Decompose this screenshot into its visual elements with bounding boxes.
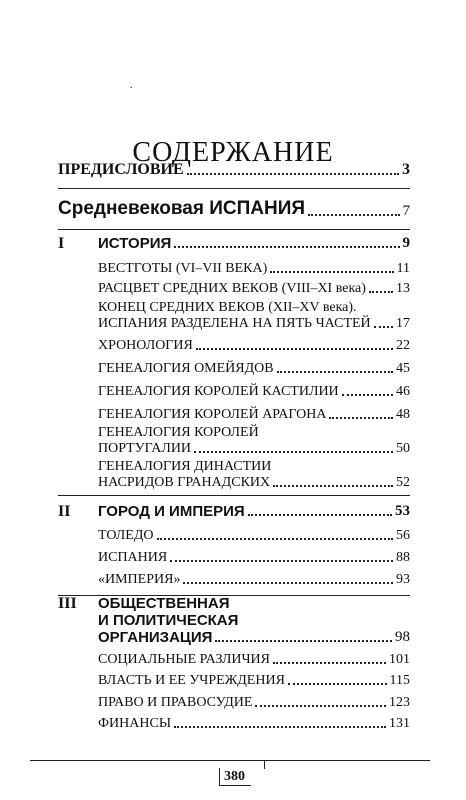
toc-page-number: 93	[396, 572, 410, 587]
toc-page-number: 48	[396, 407, 410, 422]
dot-leader	[194, 451, 393, 453]
toc-section-title-line1: ОБЩЕСТВЕННАЯ	[98, 595, 230, 612]
toc-page-number: 3	[402, 161, 410, 178]
dot-leader	[288, 683, 387, 685]
toc-section-history[interactable]	[98, 235, 410, 252]
toc-item-title: ТОЛЕДО	[98, 528, 154, 543]
dot-leader	[273, 662, 386, 664]
toc-item-title: ГЕНЕАЛОГИЯ КОРОЛЕЙ КАСТИЛИИ	[98, 384, 339, 399]
dot-leader	[329, 417, 393, 419]
toc-item-title: ВЕСТГОТЫ (VI–VII ВЕКА)	[98, 261, 268, 276]
toc-page-number: 45	[396, 361, 410, 376]
dot-leader	[308, 214, 399, 216]
toc-part[interactable]	[58, 198, 410, 220]
toc-page-number: 56	[396, 528, 410, 543]
toc-item-title-line1: ГЕНЕАЛОГИЯ КОРОЛЕЙ	[98, 425, 259, 440]
toc-page-number: 50	[396, 441, 410, 456]
toc-page-number: 101	[389, 652, 410, 667]
toc-item-title-line1: ГЕНЕАЛОГИЯ ДИНАСТИИ	[98, 459, 272, 474]
toc-item-title-line2: ПОРТУГАЛИИ	[98, 441, 192, 456]
toc-item-title: ВЛАСТЬ И ЕЕ УЧРЕЖДЕНИЯ	[98, 673, 285, 688]
toc-item-title: ИСПАНИЯ	[98, 550, 168, 565]
dot-leader	[255, 705, 386, 707]
toc-item-title: СОЦИАЛЬНЫЕ РАЗЛИЧИЯ	[98, 652, 270, 667]
toc-page-number: 11	[396, 261, 410, 276]
section-number: II	[58, 503, 71, 520]
toc-section-title: ИСТОРИЯ	[98, 235, 172, 252]
divider	[58, 188, 410, 189]
divider	[58, 495, 410, 496]
toc-page-number: 7	[402, 203, 410, 219]
footer-rule	[30, 760, 430, 761]
dot-leader	[273, 485, 393, 487]
dot-leader	[248, 514, 392, 516]
toc-page-number: 131	[389, 716, 410, 731]
toc-section-title-line3	[98, 629, 410, 646]
toc-item-line2	[98, 316, 410, 332]
dot-leader	[215, 640, 392, 642]
toc-page-number: 53	[395, 503, 410, 519]
toc-section-city[interactable]	[98, 503, 410, 520]
toc-page-number: 46	[396, 384, 410, 399]
toc-page-number: 115	[389, 673, 410, 688]
toc-section-title-text: ОРГАНИЗАЦИЯ	[98, 629, 213, 646]
toc-page-number: 98	[395, 629, 410, 645]
toc-item[interactable]	[98, 550, 410, 566]
toc-page-number: 22	[396, 338, 410, 353]
toc-item[interactable]	[98, 528, 410, 544]
toc-item-title: ХРОНОЛОГИЯ	[98, 338, 193, 353]
dot-leader	[174, 726, 386, 728]
dot-leader	[170, 560, 393, 562]
toc-page-number: 52	[396, 475, 410, 490]
toc-page-number: 88	[396, 550, 410, 565]
dot-leader	[196, 348, 393, 350]
dot-leader	[342, 394, 393, 396]
toc-page-number: 123	[389, 695, 410, 710]
section-number: I	[58, 235, 65, 252]
toc-item[interactable]	[98, 572, 410, 588]
toc-item[interactable]	[98, 695, 410, 711]
toc-item-title: ФИНАНСЫ	[98, 716, 172, 731]
dot-leader	[174, 246, 399, 248]
toc-item-line2	[98, 441, 410, 457]
toc-item[interactable]	[98, 716, 410, 732]
toc-item-title: РАСЦВЕТ СРЕДНИХ ВЕКОВ (VIII–XI века)	[98, 281, 366, 296]
toc-item[interactable]	[98, 281, 410, 297]
toc-page-number: 17	[396, 316, 410, 331]
toc-item-title-line2: ИСПАНИЯ РАЗДЕЛЕНА НА ПЯТЬ ЧАСТЕЙ	[98, 316, 371, 331]
dot-leader	[374, 326, 393, 328]
toc-page-number: 13	[396, 281, 410, 296]
dot-leader	[277, 371, 393, 373]
toc-item[interactable]	[98, 338, 410, 354]
toc-item-title-line2: НАСРИДОВ ГРАНАДСКИХ	[98, 475, 271, 490]
toc-item[interactable]	[98, 407, 410, 423]
toc-item-title: ГЕНЕАЛОГИЯ ОМЕЙЯДОВ	[98, 361, 274, 376]
toc-item[interactable]	[98, 300, 410, 332]
toc-page-number: 9	[402, 235, 410, 251]
toc-preface[interactable]	[58, 161, 410, 179]
toc-section-title: ГОРОД И ИМПЕРИЯ	[98, 503, 245, 520]
toc-part-title: Средневековая ИСПАНИЯ	[58, 198, 306, 219]
toc-section-society[interactable]	[98, 595, 410, 646]
toc-item[interactable]	[98, 261, 410, 277]
toc-item-title: ГЕНЕАЛОГИЯ КОРОЛЕЙ АРАГОНА	[98, 407, 327, 422]
toc-item-title: «ИМПЕРИЯ»	[98, 572, 181, 587]
dot-leader	[157, 538, 394, 540]
toc-item[interactable]	[98, 459, 410, 491]
toc-item-title-line1: КОНЕЦ СРЕДНИХ ВЕКОВ (XII–XV века).	[98, 300, 357, 315]
toc-item-title: ПРАВО И ПРАВОСУДИЕ	[98, 695, 253, 710]
dot-leader	[183, 582, 393, 584]
divider	[58, 229, 410, 230]
folio-tick	[264, 761, 265, 769]
dot-leader	[270, 271, 393, 273]
toc-item[interactable]	[98, 425, 410, 457]
toc-item[interactable]	[98, 384, 410, 400]
toc-item[interactable]	[98, 673, 410, 689]
page-number: 380	[219, 768, 251, 786]
toc-item-line2	[98, 475, 410, 491]
toc-section-title-line2: И ПОЛИТИЧЕСКАЯ	[98, 612, 239, 629]
dot-leader	[187, 173, 399, 175]
toc-item[interactable]	[98, 652, 410, 668]
toc-item[interactable]	[98, 361, 410, 377]
section-number: III	[58, 595, 77, 612]
page-mark: .	[130, 80, 133, 91]
toc-preface-title: ПРЕДИСЛОВИЕ	[58, 161, 184, 178]
page-title: СОДЕРЖАНИЕ	[132, 136, 334, 168]
dot-leader	[369, 291, 393, 293]
